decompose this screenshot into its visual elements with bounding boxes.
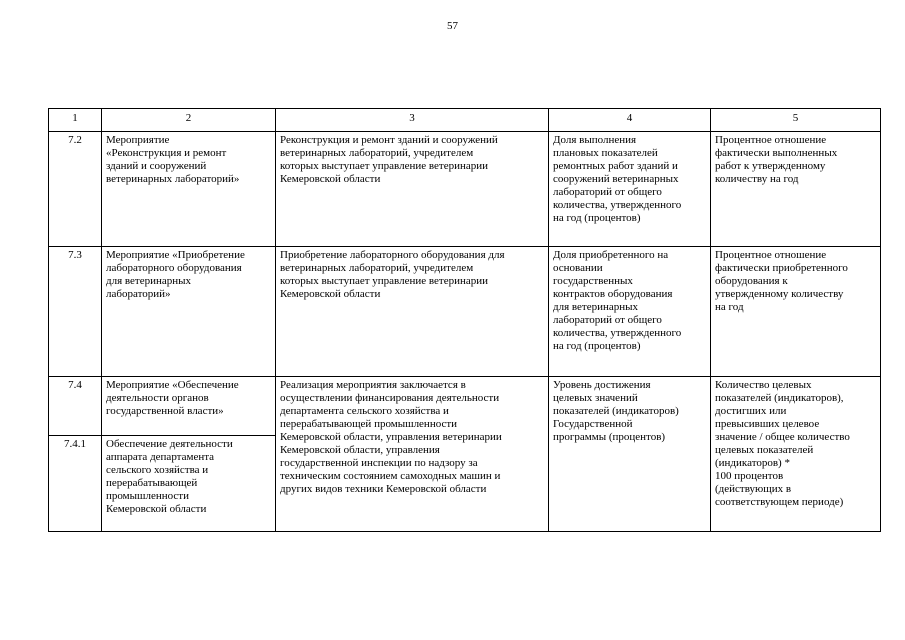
event-name-cell: Мероприятие «Реконструкция и ремонт зданий и сооружений ветеринарных лабораторий» [102, 132, 276, 247]
table-header-row [49, 109, 881, 132]
event-description-cell: Реконструкция и ремонт зданий и сооружений ветеринарных лабораторий, учредителем которых выступает управление ветеринарии Кемеровской области [276, 132, 549, 247]
event-description-cell: Приобретение лабораторного оборудования для ветеринарных лабораторий, учредителем которых выступает управление ветеринарии Кемеровской области [276, 247, 549, 377]
row-number: 7.4.1 [49, 436, 102, 532]
indicator-cell: Уровень достижения целевых значений показателей (индикаторов) Государственной программы (процентов) [549, 377, 711, 532]
event-name-cell: Обеспечение деятельности аппарата департамента сельского хозяйства и перерабатывающей промышленности Кемеровской области [102, 436, 276, 532]
table-row [49, 247, 881, 377]
column-header-5: 5 [711, 109, 881, 132]
column-header-3: 3 [276, 109, 549, 132]
program-measures-table [48, 108, 881, 532]
table-row [49, 377, 881, 436]
calculation-method-cell: Количество целевых показателей (индикаторов), достигших или превысивших целевое значение / общее количество целевых показателей (индикаторов) * 100 процентов (действующих в соответствующем периоде) [711, 377, 881, 532]
event-description-cell: Реализация мероприятия заключается в осуществлении финансирования деятельности департамента сельского хозяйства и перерабатывающей промышленности Кемеровской области, управления ветеринарии Кемеровской области, управления государственной инспекции по надзору за техническим состоянием самоходных машин и других видов техники Кемеровской области [276, 377, 549, 532]
indicator-cell: Доля приобретенного на основании государственных контрактов оборудования для ветеринарных лабораторий от общего количества, утвержденного на год (процентов) [549, 247, 711, 377]
row-number: 7.2 [49, 132, 102, 247]
row-number: 7.3 [49, 247, 102, 377]
event-name-cell: Мероприятие «Приобретение лабораторного оборудования для ветеринарных лабораторий» [102, 247, 276, 377]
column-header-4: 4 [549, 109, 711, 132]
calculation-method-cell: Процентное отношение фактически приобретенного оборудования к утвержденному количеству на год [711, 247, 881, 377]
indicator-cell: Доля выполнения плановых показателей ремонтных работ зданий и сооружений ветеринарных лабораторий от общего количества, утвержденного на год (процентов) [549, 132, 711, 247]
row-number: 7.4 [49, 377, 102, 436]
page-number: 57 [447, 20, 458, 32]
column-header-2: 2 [102, 109, 276, 132]
table-row [49, 132, 881, 247]
event-name-cell: Мероприятие «Обеспечение деятельности органов государственной власти» [102, 377, 276, 436]
column-header-1: 1 [49, 109, 102, 132]
calculation-method-cell: Процентное отношение фактически выполненных работ к утвержденному количеству на год [711, 132, 881, 247]
